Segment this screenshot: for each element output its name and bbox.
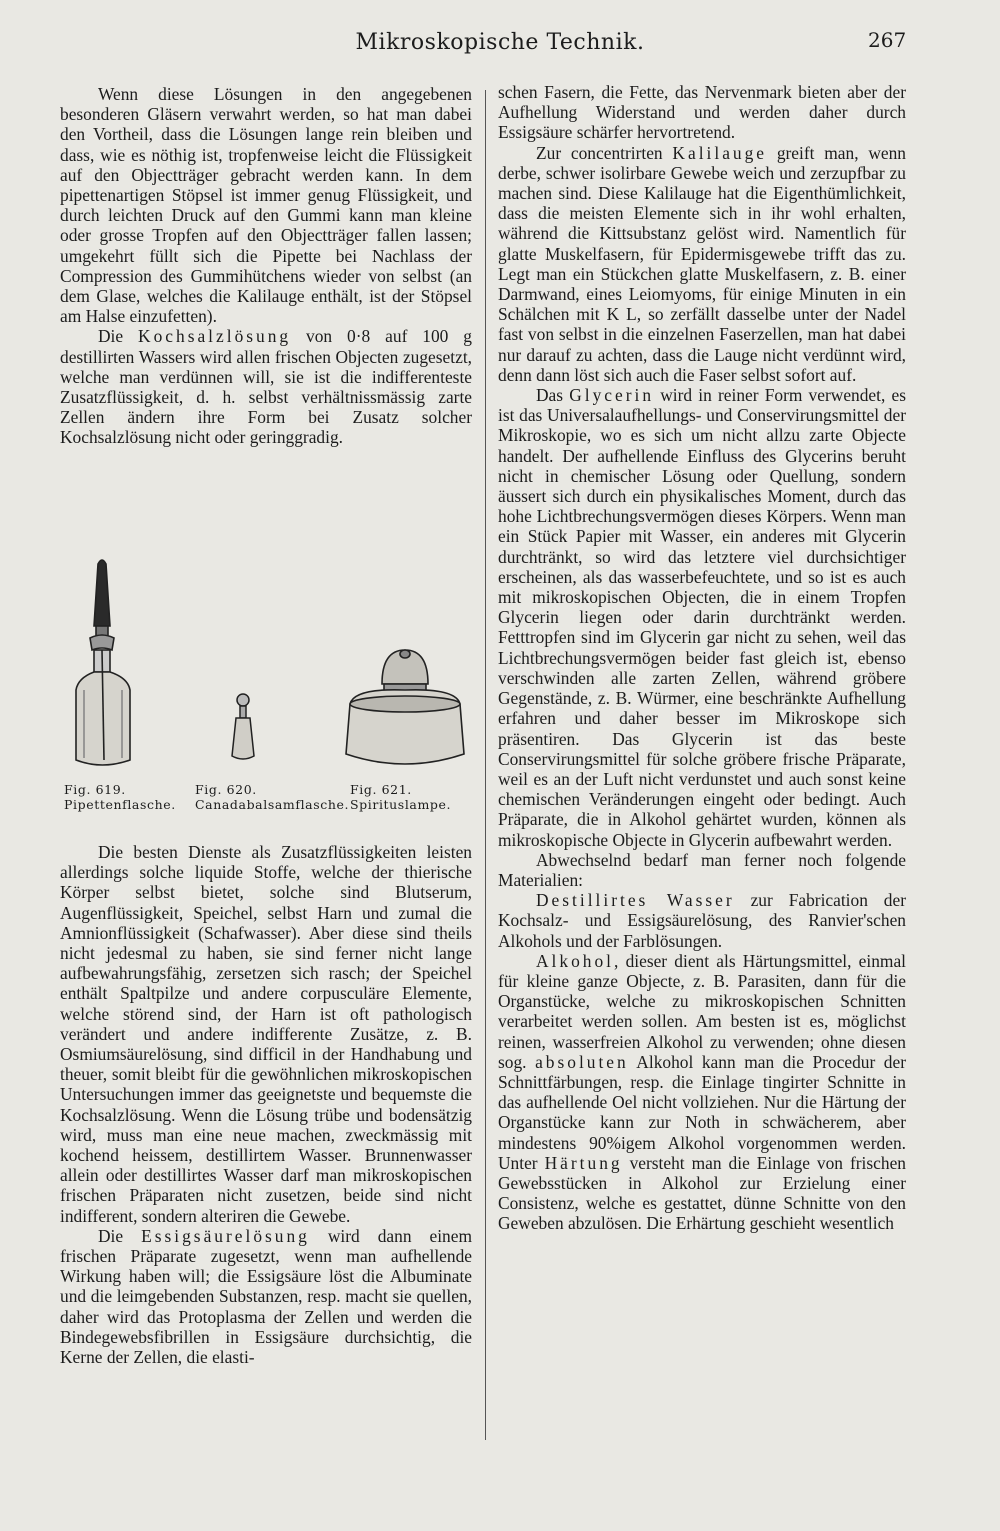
left-column-bottom	[60, 842, 472, 1367]
figure-group	[60, 538, 472, 838]
paragraph	[498, 890, 906, 951]
figure-caption-619: Fig. 619. Pipettenflasche.	[64, 782, 176, 812]
spaced-term: Destillirtes Wasser	[536, 890, 735, 911]
text: von 0·8 auf 100 g destillirten Wassers wird allen frischen Objecten zugesetzt, welche man verdünnen will, sie ist die indifferenteste Zusatzflüssigkeit, d. h. selbst verhältnissmässig zarte Zellen ändern ihre Form bei Zusatz solcher Kochsalzlösung nicht oder geringgradig.	[60, 326, 472, 448]
text: Alkohol kann man die Procedur der Schnittfärbungen, resp. die Einlage tingirter Schnitte in das aufhellende Oel nicht vollziehen. Nur die Härtung der Organstücke kann zur Noth in schwächerem, aber mindestens 90%igem Alkohol vorgenommen werden. Unter	[498, 1051, 907, 1173]
spaced-term: Alkohol	[536, 950, 615, 971]
text: greift man, wenn derbe, schwer isolirbare Gewebe weich und zerzupfbar zu machen sind. Diese Kalilauge hat die Eigenthümlichkeit, dass die meisten Elemente sich in ihr wohl erhalten, während die Kittsubstanz gelöst wird. Namentlich für glatte Muskelfasern, für Epidermisgewebe trifft das zu. Legt man ein Stückchen glatte Muskelfasern, z. B. einer Darmwand, eines Leiomyoms, für einige Minuten in ein Schälchen mit K L, so zerfällt dasselbe unter der Nadel fast von selbst in die einzelnen Faserzellen, man hat dabei nur darauf zu achten, dass die Lauge nicht verdünnt wird, denn dann löst sich auch die Faser selbst sofort auf.	[498, 142, 906, 385]
page-number: 267	[868, 28, 907, 52]
balsam-bottle-illustration	[232, 694, 254, 759]
spirit-lamp-illustration	[346, 650, 464, 764]
spaced-term: Härtung	[544, 1152, 623, 1173]
pipette-bottle-illustration	[76, 560, 130, 765]
running-head: Mikroskopische Technik.	[355, 30, 645, 55]
text: Die	[98, 1225, 142, 1246]
text: versteht man die Einlage von frischen Gewebsstücken in Alkohol zur Erzielung einer Consistenz, welche es gestattet, dünne Schnitte von den Geweben abzulösen. Die Erhärtung geschieht wesentlich	[498, 1152, 906, 1234]
left-column-top	[60, 84, 472, 448]
spaced-term: Kalilauge	[672, 142, 768, 163]
text: wird in reiner Form verwendet, es ist das Universalaufhellungs- und Conservirungsmittel der Mikroskopie, wo es sich um nicht allzu zarte Objecte handelt. Der aufhellende Einfluss des Glycerins beruht nicht in chemischer Lösung oder Quellung, sondern äussert sich durch ein physikalisches Moment, durch das hohe Lichtbrechungsvermögen dieses Körpers. Wenn man ein Stück Papier mit Wasser, ein anderes mit Glycerin durchtränkt, so wird das letztere viel durchsichtiger erscheinen, als das wasserbefeuchtete, und so ist es auch mit mikroskopischen Objecten, die in einem Tropfen Glycerin liegen oder darin durchtränkt werden. Fetttropfen sind im Glycerin gar nicht zu sehen, weil das Lichtbrechungsvermögen beider fast gleich ist, ebenso verschwinden alle zarten Zellen, während gröbere Gegenstände, z. B. Würmer, eine beschränkte Aufhellung erfahren und daher besser im Mikroskope sich präsentiren. Das Glycerin ist das beste Conservirungsmittel für solche gröbere frische Präparate, weil es an der Luft nicht verdunstet und auch sonst keine chemischen Veränderungen eingeht oder bedingt. Auch Präparate, die in Alkohol gehärtet wurden, können als mikroskopische Objecte in Glycerin aufbewahrt werden.	[498, 385, 906, 850]
text: Das	[536, 385, 570, 406]
spaced-term: absoluten	[535, 1051, 629, 1072]
text: , dieser dient als Härtungsmittel, einmal für kleine ganze Objecte, z. B. Parasiten, dann für die Organstücke, welche zu mikroskopischen Schnitten verarbeitet werden sollen. Am besten ist es, möglichst reinen, wasserfreien Alkohol zu verwenden; ohne diesen sog.	[498, 950, 906, 1072]
spaced-term: Essigsäurelösung	[141, 1225, 310, 1246]
text: Die	[98, 326, 139, 347]
figure-caption-620: Fig. 620. Canadabalsamflasche.	[195, 782, 350, 812]
spaced-term: Kochsalzlösung	[138, 326, 292, 347]
figure-illustrations	[60, 538, 472, 778]
paragraph	[498, 951, 906, 1234]
paragraph	[60, 1226, 472, 1367]
right-column	[498, 82, 906, 1234]
paragraph: schen Fasern, die Fette, das Nervenmark bieten aber der Aufhellung Widerstand und werden daher durch Essigsäure schärfer hervortretend.	[498, 82, 906, 143]
spaced-term: Glycerin	[569, 385, 655, 406]
text: Zur concentrirten	[536, 142, 673, 163]
paragraph	[498, 385, 906, 850]
text: zur Fabrication der Kochsalz- und Essigsäurelösung, des Ranvier'schen Alkohols und der Farblösungen.	[498, 890, 906, 951]
text: wird dann einem frischen Präparate zugesetzt, wenn man aufhellende Wirkung haben will; die Essigsäure löst die Albuminate und die leimgebenden Substanzen, resp. macht sie quellen, daher wird das Protoplasma der Zellen und werden die Bindegewebsfibrillen in Essigsäure durchsichtig, die Kerne der Zellen, die elasti-	[60, 1225, 473, 1368]
column-divider	[485, 90, 486, 1440]
paragraph	[60, 326, 472, 447]
paragraph: Die besten Dienste als Zusatzflüssigkeiten leisten allerdings solche liquide Stoffe, welche der thierische Körper selbst bietet, solche sind Blutserum, Augenflüssigkeit, Speichel, selbst Harn und zumal die Amnionflüssigkeit (Schafwasser). Aber diese sind theils nicht jedesmal zu haben, sie sind ferner nicht lange aufbewahrungsfähig, zersetzen sich rasch; der Speichel enthält Spaltpilze und andere corpusculäre Elemente, welche störend sind, der Harn ist oft pathologisch verändert und andere indifferente Zusätze, z. B. Osmiumsäurelösung, sind difficil in der Handhabung und theuer, somit bleibt für die gewöhnlichen mikroskopischen Untersuchungen immer das geeignetste und bequemste die Kochsalzlösung. Wenn die Lösung trübe und bodensätzig wird, muss man eine neue machen, zweckmässig mit kochend heissem, destillirtem Wasser. Brunnenwasser allein oder destillirtes Wasser darf man mikroskopischen frischen Präparaten nicht zusetzen, beide sind nicht indifferent, sondern alteriren die Gewebe.	[60, 842, 472, 1226]
paragraph	[498, 143, 906, 385]
figure-caption-621: Fig. 621. Spirituslampe.	[350, 782, 452, 812]
paragraph: Abwechselnd bedarf man ferner noch folgende Materialien:	[498, 849, 906, 890]
paragraph: Wenn diese Lösungen in den angegebenen besonderen Gläsern verwahrt werden, so hat man dabei den Vortheil, dass die Lösungen lange rein bleiben und dass, wie es nöthig ist, tropfenweise leicht die Flüssigkeit auf den Objectträger gebracht werden kann. In dem pipettenartigen Stöpsel ist immer genug Flüssigkeit, und durch leichten Druck auf den Gummi kann man kleine oder grosse Tropfen auf den Objectträger fallen lassen; umgekehrt füllt sich die Pipette bei Nachlass der Compression des Gummihütchens wieder von selbst (an dem Glase, welches die Kalilauge enthält, ist der Stöpsel am Halse einzufetten).	[60, 84, 472, 327]
